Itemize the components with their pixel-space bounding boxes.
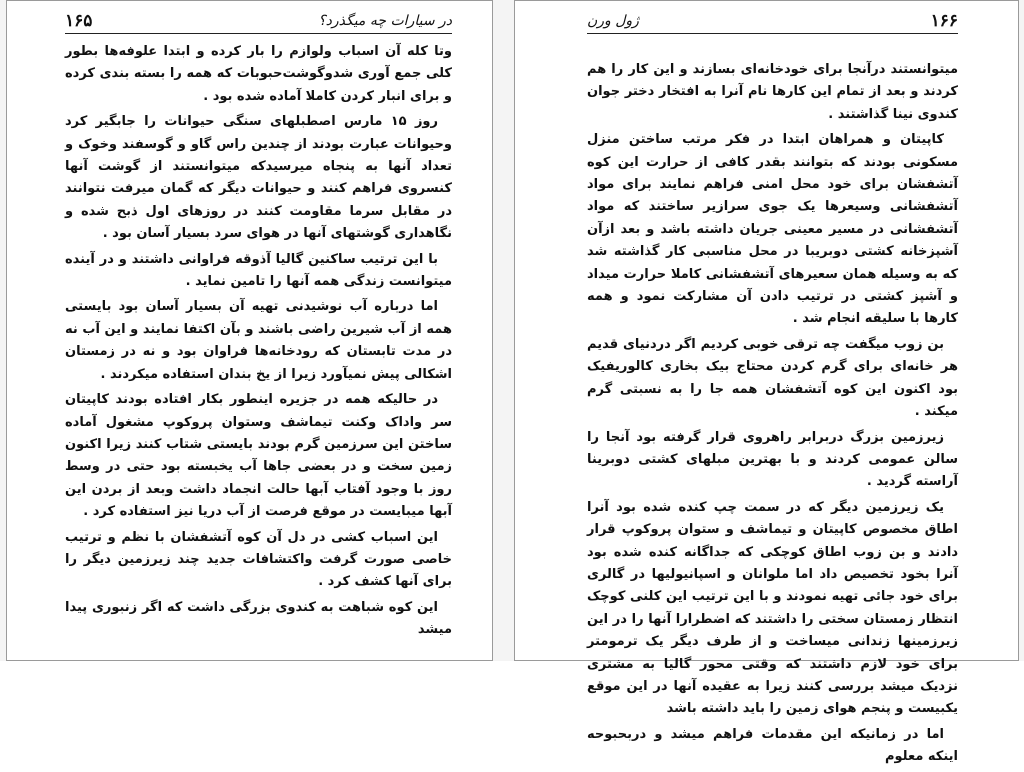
right-running-title: ژول ورن <box>587 13 639 29</box>
left-page-number: ۱۶۵ <box>65 11 93 31</box>
paragraph: بن زوب میگفت چه ترقی خوبی کردیم اگر دردنیای قدیم هر خانه‌ای برای گرم کردن محتاج بیک بخاری کالوریفیک بود اکنون این کوه آتشفشان همه جا را به نسبتی گرم میکند . <box>587 336 958 420</box>
right-page <box>514 0 1019 765</box>
paragraph: میتوانستند درآنجا برای خودخانه‌ای بسازند و این کار را هم کردند و بعد از تمام این کارها نام آنرا به افتخار دختر جوان کندوی نینا گذاشتند . <box>587 62 958 122</box>
paragraph: اما در زمانیکه این مقدمات فراهم میشد و دربحبوحه اینکه معلوم <box>587 726 958 765</box>
right-page-number: ۱۶۶ <box>930 11 958 31</box>
left-running-head <box>65 11 452 34</box>
paragraph: با این ترتیب ساکنین گالیا آذوقه فراوانی داشتند و در آینده میتوانست زندگی همه آنها را تامین نماید . <box>65 251 452 290</box>
paragraph: زیرزمین بزرگ دربرابر راهروی قرار گرفته بود آنجا را سالن عمومی کردند و با بهترین مبلهای کشتی دوبرینا آراسته گردید . <box>587 429 958 490</box>
paragraph: این اسباب کشی در دل آن کوه آتشفشان با نظم و ترتیب خاصی صورت گرفت واکتشافات جدید چند زیرزمین دیگر را برای آنها کشف کرد . <box>65 529 452 590</box>
paragraph: یک زیرزمین دیگر که در سمت چپ کنده شده بود آنرا اطاق مخصوص کاپیتان و تیماشف و ستوان پروکوپ قرار دادند و بن زوب اطاق کوچکی که جداگانه کنده شده بود آنرا بخود تخصیص داد اما ملوانان و اسپانیولیها در گالری برای خود جائی تهیه نمودند و با این ترتیب این کلنی کوچک انتظار زمستان سختی را داشتند که اضطرارا آنها را در این زیرزمینها زندانی میساخت و از طرف دیگر یک ترمومتر برای خود لازم داشتند که وقتی محور گالیا به مشتری نزدیک میشد بررسی کنند زیرا به عقیده آنها در این موقع یکبیست و پنجم هوای زمین را باید داشته باشد <box>587 499 958 717</box>
paragraph: کاپیتان و همراهان ابتدا در فکر مرتب ساختن منزل مسکونی بودند که بتوانند بقدر کافی از حرارت این کوه آتشفشان برای خود محل امنی فراهم نمایند برای مواد آتشفشانی وسیعرها یک جوی سرازیر ساختند که مواد آتشفشانی در مسیر معینی جریان داشته باشد و بعد ازآن آشپزخانه کشتی دوبریبا در محل مناسبی کار گذاشته شد که به وسیله همان سعیرهای آتشفشانی کاملا حرارت میداد و آشپز کشتی در ترتیب دادن آن مشارکت نمود و همه کارها با سلیقه انجام شد . <box>587 132 958 327</box>
left-body-text <box>65 41 452 645</box>
paragraph: روز ۱۵ مارس اصطبلهای سنگی حیوانات را جابگیر کرد وحیوانات عبارت بودند از چندین راس گاو و گوسفند وخوک و تعداد آنها به پنجاه میرسیدکه میتوانستند از گوشت آنها کنسروی فراهم کنند و حیوانات دیگر که گمان میرفت نتوانند در مقابل سرما مقاومت کنند در روزهای اول ذبح شده و نگاهداری گوشتهای آنها در هوای سرد بسیار آسان بود . <box>65 114 452 242</box>
left-running-title: در سیارات چه میگذرد؟ <box>318 13 452 29</box>
left-page <box>6 0 493 661</box>
paragraph: اما درباره آب نوشیدنی تهیه آن بسیار آسان بود بایستی همه از آب شیرین راضی باشند و بآن اکتفا نمایند و این آب نه در مدت تابستان که رودخانه‌ها فراوان بود و نه در زمستان اشکالی پیش نمیآورد زیرا از یخ بندان استفاده میکردند . <box>65 299 452 382</box>
right-running-head <box>587 11 958 34</box>
right-body-text <box>587 59 958 772</box>
paragraph: در حالیکه همه در جزیره اینطور بکار افتاده بودند کاپیتان سر واداک وکنت تیماشف وستوان پروکوپ مشغول آماده ساختن این سرزمین گرم بودند بایستی شتاب کنند زیرا اکنون زمین سخت و در بعضی جاها آب یخبسته بود حتی در وسط روز با وجود آفتاب آبها حالت انجماد داشت وبعد از بردن این آبها میبایست در موقع فرصت از آب دریا نیز استفاده کرد . <box>65 392 452 520</box>
paragraph: این کوه شباهت به کندوی بزرگی داشت که اگر زنبوری پیدا میشد <box>65 599 452 638</box>
paragraph: وتا کله آن اسباب ولوازم را بار کرده و ابتدا علوفه‌ها بطور کلی جمع آوری شدوگوشت‌حبوبات که همه را بسته بندی کرده و برای انبار کردن کاملا آماده شده بود . <box>65 44 452 104</box>
